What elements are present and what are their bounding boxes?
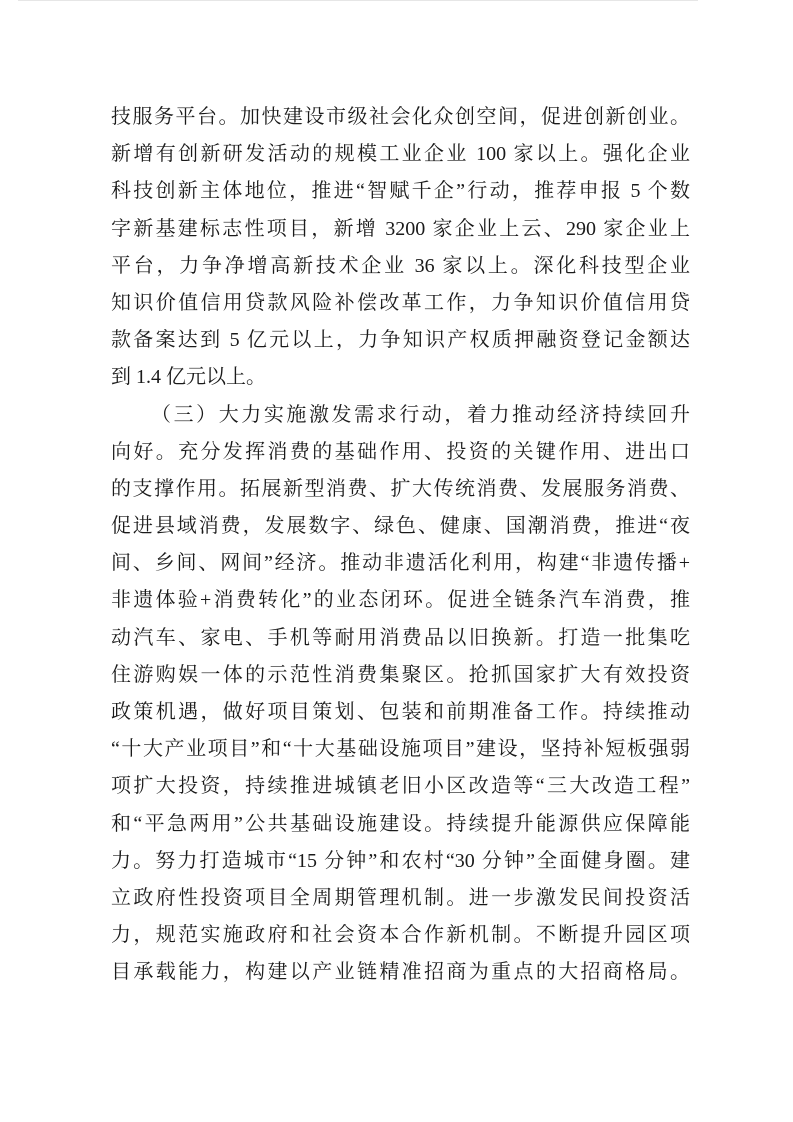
text-line: 技服务平台。加快建设市级社会化众创空间，促进创新创业。	[111, 106, 690, 128]
text-line: 项扩大投资，持续推进城镇老旧小区改造等“三大改造工程”	[111, 775, 690, 798]
page-top-edge-artifact	[18, 0, 698, 1]
text-line: 目承载能力，构建以产业链精准招商为重点的大招商格局。	[111, 961, 690, 984]
text-line: 和“平急两用”公共基础设施建设。持续提升能源供应保障能	[111, 812, 690, 835]
text-line: 力。努力打造城市“15 分钟”和农村“30 分钟”全面健身圈。建	[111, 849, 690, 872]
paragraph-section-three	[111, 397, 690, 992]
text-line: 的支撑作用。拓展新型消费、扩大传统消费、发展服务消费、	[111, 477, 690, 500]
text-line: 字新基建标志性项目，新增 3200 家企业上云、290 家企业上	[111, 217, 690, 240]
text-line: 科技创新主体地位，推进“智赋千企”行动，推荐申报 5 个数	[111, 180, 690, 203]
text-line: 住游购娱一体的示范性消费集聚区。抢抓国家扩大有效投资	[111, 663, 690, 686]
document-body	[111, 99, 690, 992]
paragraph-continuation	[111, 99, 690, 397]
text-line: 平台，力争净增高新技术企业 36 家以上。深化科技型企业	[111, 254, 690, 277]
text-line: 知识价值信用贷款风险补偿改革工作，力争知识价值信用贷	[111, 291, 690, 314]
text-line: “十大产业项目”和“十大基础设施项目”建设，坚持补短板强弱	[111, 738, 690, 761]
text-line: 政策机遇，做好项目策划、包装和前期准备工作。持续推动	[111, 701, 690, 723]
text-line: 向好。充分发挥消费的基础作用、投资的关键作用、进出口	[111, 440, 690, 463]
text-line: 促进县域消费，发展数字、绿色、健康、国潮消费，推进“夜	[111, 515, 690, 538]
text-line: 间、乡间、网间”经济。推动非遗活化利用，构建“非遗传播+	[111, 552, 690, 575]
text-line: 到 1.4 亿元以上。	[111, 366, 266, 389]
text-line: 非遗体验+消费转化”的业态闭环。促进全链条汽车消费，推	[111, 589, 690, 612]
text-line: 动汽车、家电、手机等耐用消费品以旧换新。打造一批集吃	[111, 626, 690, 649]
text-line: （三）大力实施激发需求行动，着力推动经济持续回升	[151, 403, 690, 426]
text-line: 立政府性投资项目全周期管理机制。进一步激发民间投资活	[111, 886, 690, 909]
text-line: 款备案达到 5 亿元以上，力争知识产权质押融资登记金额达	[111, 329, 690, 352]
text-line: 力，规范实施政府和社会资本合作新机制。不断提升园区项	[111, 924, 690, 947]
text-line: 新增有创新研发活动的规模工业企业 100 家以上。强化企业	[111, 143, 690, 166]
